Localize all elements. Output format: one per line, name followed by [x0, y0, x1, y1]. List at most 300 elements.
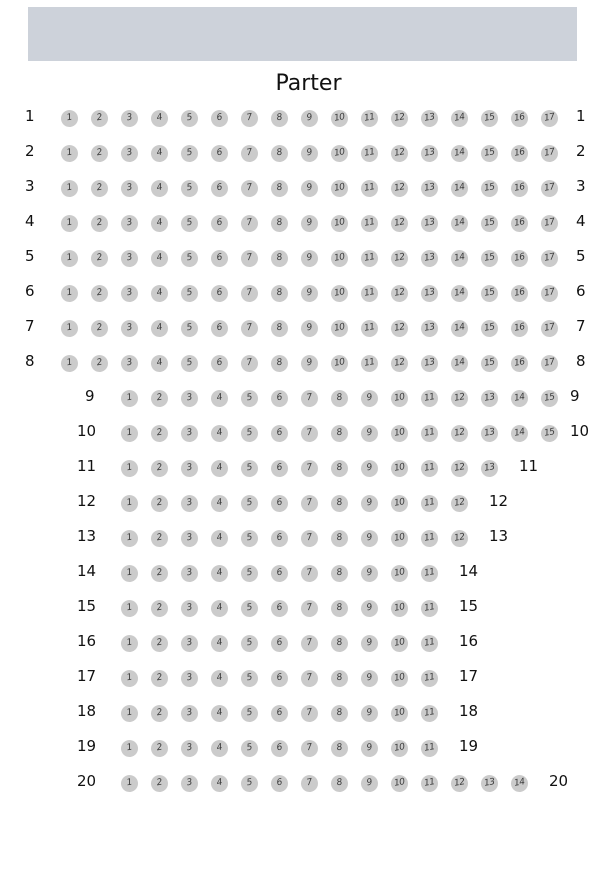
seat-17-5[interactable]: 5: [240, 669, 260, 689]
seat-2-8[interactable]: 8: [270, 144, 290, 164]
seat-1-13[interactable]: 13: [420, 109, 440, 129]
seat-11-7[interactable]: 7: [300, 459, 320, 479]
seat-20-3[interactable]: 3: [180, 774, 200, 794]
seat-3-9[interactable]: 9: [300, 179, 320, 199]
seat-7-12[interactable]: 12: [390, 319, 410, 339]
seat-3-1[interactable]: 1: [60, 179, 80, 199]
seat-8-7[interactable]: 7: [240, 354, 260, 374]
seat-6-2[interactable]: 2: [90, 284, 110, 304]
seat-9-1[interactable]: 1: [120, 389, 140, 409]
seat-13-2[interactable]: 2: [150, 529, 170, 549]
seat-1-6[interactable]: 6: [210, 109, 230, 129]
seat-2-4[interactable]: 4: [150, 144, 170, 164]
seat-20-1[interactable]: 1: [120, 774, 140, 794]
seat-18-5[interactable]: 5: [240, 704, 260, 724]
seat-9-3[interactable]: 3: [180, 389, 200, 409]
seat-4-17[interactable]: 17: [540, 214, 560, 234]
seat-16-1[interactable]: 1: [120, 634, 140, 654]
seat-7-17[interactable]: 17: [540, 319, 560, 339]
seat-7-15[interactable]: 15: [480, 319, 500, 339]
seat-row-19: [0, 737, 610, 772]
seat-8-15[interactable]: 15: [480, 354, 500, 374]
seat-12-11[interactable]: 11: [420, 494, 440, 514]
seat-4-2[interactable]: 2: [90, 214, 110, 234]
seat-10-7[interactable]: 7: [300, 424, 320, 444]
seat-20-13[interactable]: 13: [480, 774, 500, 794]
seat-16-4[interactable]: 4: [210, 634, 230, 654]
seat-12-7[interactable]: 7: [300, 494, 320, 514]
seat-5-3[interactable]: 3: [120, 249, 140, 269]
seat-1-1[interactable]: 1: [60, 109, 80, 129]
seat-8-4[interactable]: 4: [150, 354, 170, 374]
seat-12-2[interactable]: 2: [150, 494, 170, 514]
seat-9-10[interactable]: 10: [390, 389, 410, 409]
seat-3-7[interactable]: 7: [240, 179, 260, 199]
seat-3-13[interactable]: 13: [420, 179, 440, 199]
seat-1-17[interactable]: 17: [540, 109, 560, 129]
seat-8-6[interactable]: 6: [210, 354, 230, 374]
seat-18-4[interactable]: 4: [210, 704, 230, 724]
seat-11-8[interactable]: 8: [330, 459, 350, 479]
seat-1-16[interactable]: 16: [510, 109, 530, 129]
seat-5-12[interactable]: 12: [390, 249, 410, 269]
seat-2-13[interactable]: 13: [420, 144, 440, 164]
seat-14-4[interactable]: 4: [210, 564, 230, 584]
seat-15-11[interactable]: 11: [420, 599, 440, 619]
seat-16-6[interactable]: 6: [270, 634, 290, 654]
seat-9-7[interactable]: 7: [300, 389, 320, 409]
seat-17-8[interactable]: 8: [330, 669, 350, 689]
seat-7-16[interactable]: 16: [510, 319, 530, 339]
seat-19-9[interactable]: 9: [360, 739, 380, 759]
seat-5-17[interactable]: 17: [540, 249, 560, 269]
seat-18-10[interactable]: 10: [390, 704, 410, 724]
seat-11-4[interactable]: 4: [210, 459, 230, 479]
seat-4-16[interactable]: 16: [510, 214, 530, 234]
seat-17-9[interactable]: 9: [360, 669, 380, 689]
seat-8-2[interactable]: 2: [90, 354, 110, 374]
seat-12-6[interactable]: 6: [270, 494, 290, 514]
seat-12-8[interactable]: 8: [330, 494, 350, 514]
seat-19-1[interactable]: 1: [120, 739, 140, 759]
seat-7-1[interactable]: 1: [60, 319, 80, 339]
seat-19-11[interactable]: 11: [420, 739, 440, 759]
seat-16-10[interactable]: 10: [390, 634, 410, 654]
row-label-right: 1: [576, 107, 586, 125]
seat-5-9[interactable]: 9: [300, 249, 320, 269]
seat-8-1[interactable]: 1: [60, 354, 80, 374]
seat-row-5: [0, 247, 610, 282]
seat-4-7[interactable]: 7: [240, 214, 260, 234]
seat-11-12[interactable]: 12: [450, 459, 470, 479]
seat-19-6[interactable]: 6: [270, 739, 290, 759]
row-label-left: 16: [77, 632, 97, 650]
seat-4-15[interactable]: 15: [480, 214, 500, 234]
seat-14-10[interactable]: 10: [390, 564, 410, 584]
seat-8-8[interactable]: 8: [270, 354, 290, 374]
seat-13-5[interactable]: 5: [240, 529, 260, 549]
seat-5-1[interactable]: 1: [60, 249, 80, 269]
seat-15-9[interactable]: 9: [360, 599, 380, 619]
seat-13-9[interactable]: 9: [360, 529, 380, 549]
seat-7-5[interactable]: 5: [180, 319, 200, 339]
seat-7-2[interactable]: 2: [90, 319, 110, 339]
seat-16-5[interactable]: 5: [240, 634, 260, 654]
seat-13-4[interactable]: 4: [210, 529, 230, 549]
seat-2-3[interactable]: 3: [120, 144, 140, 164]
seat-6-3[interactable]: 3: [120, 284, 140, 304]
seat-1-5[interactable]: 5: [180, 109, 200, 129]
seat-20-11[interactable]: 11: [420, 774, 440, 794]
seat-4-9[interactable]: 9: [300, 214, 320, 234]
seat-20-8[interactable]: 8: [330, 774, 350, 794]
seat-6-15[interactable]: 15: [480, 284, 500, 304]
seat-6-5[interactable]: 5: [180, 284, 200, 304]
seat-3-4[interactable]: 4: [150, 179, 170, 199]
seat-2-14[interactable]: 14: [450, 144, 470, 164]
seat-10-6[interactable]: 6: [270, 424, 290, 444]
seat-15-4[interactable]: 4: [210, 599, 230, 619]
seat-4-11[interactable]: 11: [360, 214, 380, 234]
seat-18-3[interactable]: 3: [180, 704, 200, 724]
seat-12-5[interactable]: 5: [240, 494, 260, 514]
seat-3-12[interactable]: 12: [390, 179, 410, 199]
seat-4-5[interactable]: 5: [180, 214, 200, 234]
seat-9-13[interactable]: 13: [480, 389, 500, 409]
seat-4-14[interactable]: 14: [450, 214, 470, 234]
seat-5-2[interactable]: 2: [90, 249, 110, 269]
seat-2-17[interactable]: 17: [540, 144, 560, 164]
seat-11-9[interactable]: 9: [360, 459, 380, 479]
seat-12-1[interactable]: 1: [120, 494, 140, 514]
seat-1-9[interactable]: 9: [300, 109, 320, 129]
seat-17-7[interactable]: 7: [300, 669, 320, 689]
seat-2-15[interactable]: 15: [480, 144, 500, 164]
seat-6-1[interactable]: 1: [60, 284, 80, 304]
seat-1-14[interactable]: 14: [450, 109, 470, 129]
seat-13-12[interactable]: 12: [450, 529, 470, 549]
seat-2-16[interactable]: 16: [510, 144, 530, 164]
seat-2-7[interactable]: 7: [240, 144, 260, 164]
seat-2-1[interactable]: 1: [60, 144, 80, 164]
seat-4-1[interactable]: 1: [60, 214, 80, 234]
seat-18-7[interactable]: 7: [300, 704, 320, 724]
seat-14-11[interactable]: 11: [420, 564, 440, 584]
seat-3-2[interactable]: 2: [90, 179, 110, 199]
seat-1-12[interactable]: 12: [390, 109, 410, 129]
seat-16-3[interactable]: 3: [180, 634, 200, 654]
seat-19-10[interactable]: 10: [390, 739, 410, 759]
seat-10-11[interactable]: 11: [420, 424, 440, 444]
seat-13-8[interactable]: 8: [330, 529, 350, 549]
seat-11-3[interactable]: 3: [180, 459, 200, 479]
seat-10-10[interactable]: 10: [390, 424, 410, 444]
seat-3-16[interactable]: 16: [510, 179, 530, 199]
seat-17-10[interactable]: 10: [390, 669, 410, 689]
seat-1-10[interactable]: 10: [330, 109, 350, 129]
seat-1-4[interactable]: 4: [150, 109, 170, 129]
seat-10-1[interactable]: 1: [120, 424, 140, 444]
seat-17-11[interactable]: 11: [420, 669, 440, 689]
seat-18-9[interactable]: 9: [360, 704, 380, 724]
seat-10-5[interactable]: 5: [240, 424, 260, 444]
seat-1-8[interactable]: 8: [270, 109, 290, 129]
seat-8-9[interactable]: 9: [300, 354, 320, 374]
seat-3-6[interactable]: 6: [210, 179, 230, 199]
seat-9-9[interactable]: 9: [360, 389, 380, 409]
seat-20-10[interactable]: 10: [390, 774, 410, 794]
seat-12-10[interactable]: 10: [390, 494, 410, 514]
seat-6-17[interactable]: 17: [540, 284, 560, 304]
seat-9-8[interactable]: 8: [330, 389, 350, 409]
seat-2-12[interactable]: 12: [390, 144, 410, 164]
seat-18-6[interactable]: 6: [270, 704, 290, 724]
seat-3-14[interactable]: 14: [450, 179, 470, 199]
seat-15-8[interactable]: 8: [330, 599, 350, 619]
seat-20-4[interactable]: 4: [210, 774, 230, 794]
seat-20-7[interactable]: 7: [300, 774, 320, 794]
seat-3-3[interactable]: 3: [120, 179, 140, 199]
seat-10-15[interactable]: 15: [540, 424, 560, 444]
seat-17-2[interactable]: 2: [150, 669, 170, 689]
seat-5-5[interactable]: 5: [180, 249, 200, 269]
seat-row-20: [0, 772, 610, 807]
seat-5-8[interactable]: 8: [270, 249, 290, 269]
seat-20-14[interactable]: 14: [510, 774, 530, 794]
seat-4-10[interactable]: 10: [330, 214, 350, 234]
seat-7-6[interactable]: 6: [210, 319, 230, 339]
seat-3-5[interactable]: 5: [180, 179, 200, 199]
seat-6-4[interactable]: 4: [150, 284, 170, 304]
seat-5-15[interactable]: 15: [480, 249, 500, 269]
seat-3-15[interactable]: 15: [480, 179, 500, 199]
seat-9-12[interactable]: 12: [450, 389, 470, 409]
seat-9-14[interactable]: 14: [510, 389, 530, 409]
seat-8-14[interactable]: 14: [450, 354, 470, 374]
seat-7-13[interactable]: 13: [420, 319, 440, 339]
seat-7-7[interactable]: 7: [240, 319, 260, 339]
seat-14-6[interactable]: 6: [270, 564, 290, 584]
seat-6-7[interactable]: 7: [240, 284, 260, 304]
seat-13-3[interactable]: 3: [180, 529, 200, 549]
seat-14-1[interactable]: 1: [120, 564, 140, 584]
seat-1-3[interactable]: 3: [120, 109, 140, 129]
seat-15-10[interactable]: 10: [390, 599, 410, 619]
seat-9-2[interactable]: 2: [150, 389, 170, 409]
seat-5-14[interactable]: 14: [450, 249, 470, 269]
seat-6-14[interactable]: 14: [450, 284, 470, 304]
seat-9-11[interactable]: 11: [420, 389, 440, 409]
seat-16-11[interactable]: 11: [420, 634, 440, 654]
seat-14-7[interactable]: 7: [300, 564, 320, 584]
seat-19-3[interactable]: 3: [180, 739, 200, 759]
seat-8-17[interactable]: 17: [540, 354, 560, 374]
seat-8-11[interactable]: 11: [360, 354, 380, 374]
seat-19-8[interactable]: 8: [330, 739, 350, 759]
seat-8-13[interactable]: 13: [420, 354, 440, 374]
seat-2-2[interactable]: 2: [90, 144, 110, 164]
seat-9-6[interactable]: 6: [270, 389, 290, 409]
seat-14-8[interactable]: 8: [330, 564, 350, 584]
seat-15-3[interactable]: 3: [180, 599, 200, 619]
seat-10-3[interactable]: 3: [180, 424, 200, 444]
seat-2-5[interactable]: 5: [180, 144, 200, 164]
seat-15-2[interactable]: 2: [150, 599, 170, 619]
seat-6-12[interactable]: 12: [390, 284, 410, 304]
seat-4-8[interactable]: 8: [270, 214, 290, 234]
seat-10-8[interactable]: 8: [330, 424, 350, 444]
row-label-right: 10: [570, 422, 590, 440]
seat-13-11[interactable]: 11: [420, 529, 440, 549]
seat-13-1[interactable]: 1: [120, 529, 140, 549]
seat-14-3[interactable]: 3: [180, 564, 200, 584]
seat-7-3[interactable]: 3: [120, 319, 140, 339]
seat-1-7[interactable]: 7: [240, 109, 260, 129]
seat-8-16[interactable]: 16: [510, 354, 530, 374]
seat-14-2[interactable]: 2: [150, 564, 170, 584]
seat-5-6[interactable]: 6: [210, 249, 230, 269]
seat-13-7[interactable]: 7: [300, 529, 320, 549]
seat-10-12[interactable]: 12: [450, 424, 470, 444]
seat-13-10[interactable]: 10: [390, 529, 410, 549]
seat-3-10[interactable]: 10: [330, 179, 350, 199]
seat-3-17[interactable]: 17: [540, 179, 560, 199]
seat-18-1[interactable]: 1: [120, 704, 140, 724]
seat-5-4[interactable]: 4: [150, 249, 170, 269]
row-label-right: 18: [459, 702, 479, 720]
seat-1-15[interactable]: 15: [480, 109, 500, 129]
seat-10-13[interactable]: 13: [480, 424, 500, 444]
seat-11-10[interactable]: 10: [390, 459, 410, 479]
seat-11-6[interactable]: 6: [270, 459, 290, 479]
seat-15-1[interactable]: 1: [120, 599, 140, 619]
seat-11-13[interactable]: 13: [480, 459, 500, 479]
seat-6-10[interactable]: 10: [330, 284, 350, 304]
seat-7-11[interactable]: 11: [360, 319, 380, 339]
seat-9-5[interactable]: 5: [240, 389, 260, 409]
seat-11-2[interactable]: 2: [150, 459, 170, 479]
seat-16-8[interactable]: 8: [330, 634, 350, 654]
seat-4-6[interactable]: 6: [210, 214, 230, 234]
seat-2-10[interactable]: 10: [330, 144, 350, 164]
seat-19-5[interactable]: 5: [240, 739, 260, 759]
seat-7-14[interactable]: 14: [450, 319, 470, 339]
seat-3-8[interactable]: 8: [270, 179, 290, 199]
seat-7-10[interactable]: 10: [330, 319, 350, 339]
seat-10-14[interactable]: 14: [510, 424, 530, 444]
seat-17-3[interactable]: 3: [180, 669, 200, 689]
seat-16-9[interactable]: 9: [360, 634, 380, 654]
seat-10-2[interactable]: 2: [150, 424, 170, 444]
seat-5-13[interactable]: 13: [420, 249, 440, 269]
seat-4-4[interactable]: 4: [150, 214, 170, 234]
seat-20-6[interactable]: 6: [270, 774, 290, 794]
seat-9-15[interactable]: 15: [540, 389, 560, 409]
seat-8-12[interactable]: 12: [390, 354, 410, 374]
seat-6-8[interactable]: 8: [270, 284, 290, 304]
row-label-right: 9: [570, 387, 580, 405]
seat-row-18: [0, 702, 610, 737]
seat-4-3[interactable]: 3: [120, 214, 140, 234]
row-label-right: 8: [576, 352, 586, 370]
seat-2-11[interactable]: 11: [360, 144, 380, 164]
row-label-right: 13: [489, 527, 509, 545]
seat-11-11[interactable]: 11: [420, 459, 440, 479]
seat-9-4[interactable]: 4: [210, 389, 230, 409]
seat-18-11[interactable]: 11: [420, 704, 440, 724]
seat-3-11[interactable]: 11: [360, 179, 380, 199]
seat-row-14: [0, 562, 610, 597]
seat-7-9[interactable]: 9: [300, 319, 320, 339]
seat-19-2[interactable]: 2: [150, 739, 170, 759]
seat-8-10[interactable]: 10: [330, 354, 350, 374]
seat-20-5[interactable]: 5: [240, 774, 260, 794]
seat-12-4[interactable]: 4: [210, 494, 230, 514]
seat-2-9[interactable]: 9: [300, 144, 320, 164]
seat-15-7[interactable]: 7: [300, 599, 320, 619]
seat-17-6[interactable]: 6: [270, 669, 290, 689]
seat-1-2[interactable]: 2: [90, 109, 110, 129]
seat-2-6[interactable]: 6: [210, 144, 230, 164]
seat-14-5[interactable]: 5: [240, 564, 260, 584]
seat-7-4[interactable]: 4: [150, 319, 170, 339]
seat-row-16: [0, 632, 610, 667]
seat-15-5[interactable]: 5: [240, 599, 260, 619]
seat-20-9[interactable]: 9: [360, 774, 380, 794]
row-label-left: 11: [77, 457, 97, 475]
seat-19-7[interactable]: 7: [300, 739, 320, 759]
row-label-left: 17: [77, 667, 97, 685]
seat-13-6[interactable]: 6: [270, 529, 290, 549]
seat-6-6[interactable]: 6: [210, 284, 230, 304]
seat-1-11[interactable]: 11: [360, 109, 380, 129]
seat-4-12[interactable]: 12: [390, 214, 410, 234]
seat-11-5[interactable]: 5: [240, 459, 260, 479]
seat-10-4[interactable]: 4: [210, 424, 230, 444]
seat-18-8[interactable]: 8: [330, 704, 350, 724]
seat-5-16[interactable]: 16: [510, 249, 530, 269]
seat-20-2[interactable]: 2: [150, 774, 170, 794]
seat-6-11[interactable]: 11: [360, 284, 380, 304]
seat-11-1[interactable]: 1: [120, 459, 140, 479]
seat-6-16[interactable]: 16: [510, 284, 530, 304]
row-label-left: 1: [25, 107, 35, 125]
seat-14-9[interactable]: 9: [360, 564, 380, 584]
seat-16-2[interactable]: 2: [150, 634, 170, 654]
seat-5-11[interactable]: 11: [360, 249, 380, 269]
seat-10-9[interactable]: 9: [360, 424, 380, 444]
seat-20-12[interactable]: 12: [450, 774, 470, 794]
seat-6-9[interactable]: 9: [300, 284, 320, 304]
seat-17-1[interactable]: 1: [120, 669, 140, 689]
row-label-right: 12: [489, 492, 509, 510]
seat-8-5[interactable]: 5: [180, 354, 200, 374]
seat-7-8[interactable]: 8: [270, 319, 290, 339]
seat-5-10[interactable]: 10: [330, 249, 350, 269]
seat-12-9[interactable]: 9: [360, 494, 380, 514]
seat-12-3[interactable]: 3: [180, 494, 200, 514]
seat-16-7[interactable]: 7: [300, 634, 320, 654]
seat-8-3[interactable]: 3: [120, 354, 140, 374]
seat-19-4[interactable]: 4: [210, 739, 230, 759]
seat-15-6[interactable]: 6: [270, 599, 290, 619]
seat-12-12[interactable]: 12: [450, 494, 470, 514]
seat-6-13[interactable]: 13: [420, 284, 440, 304]
seat-17-4[interactable]: 4: [210, 669, 230, 689]
seat-18-2[interactable]: 2: [150, 704, 170, 724]
seat-4-13[interactable]: 13: [420, 214, 440, 234]
seat-5-7[interactable]: 7: [240, 249, 260, 269]
